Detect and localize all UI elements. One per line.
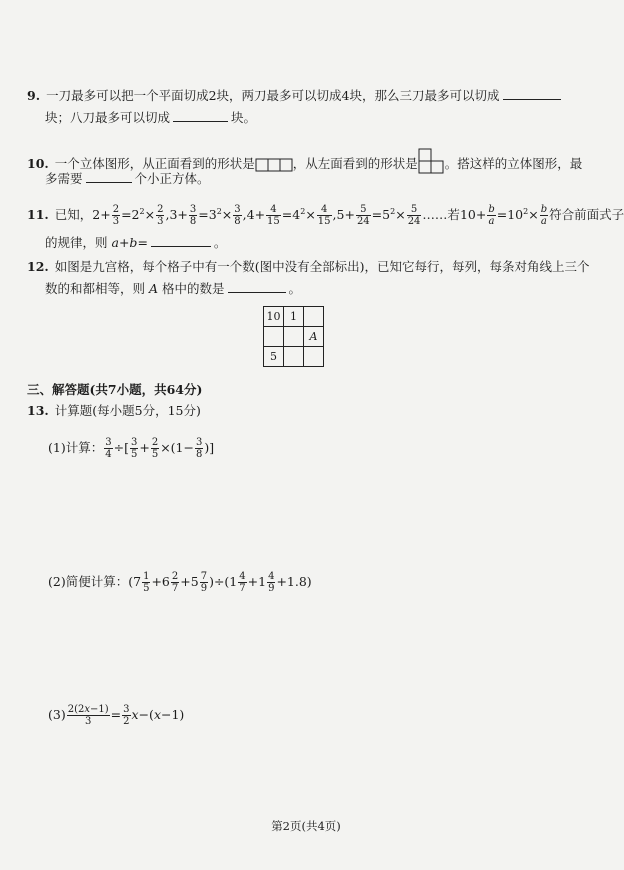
- question-text: 的规律，则: [45, 235, 108, 250]
- question-text: 块。: [231, 110, 257, 125]
- grid-cell: A: [304, 327, 324, 347]
- answer-blank[interactable]: [503, 87, 561, 100]
- fraction: $\frac{3}{8}$: [195, 437, 203, 460]
- nine-grid: [263, 306, 324, 367]
- front-view-figure: [255, 158, 293, 172]
- question-number: 12.: [27, 259, 49, 274]
- fraction: $\frac{5}{24}$: [356, 204, 370, 228]
- grid-cell: [304, 347, 324, 367]
- sub-question-3: (3) $\frac{2(2x-1)}{3}$ = $\frac{3}{2}$ x−(x−1): [48, 704, 185, 727]
- left-view-figure: [418, 148, 445, 174]
- grid-cell: [304, 307, 324, 327]
- fraction: $\frac{2}{3}$: [157, 204, 164, 228]
- grid-cell: 10: [264, 307, 284, 327]
- fraction: $\frac{b}{a}$: [488, 204, 495, 228]
- grid-cell: 5: [264, 347, 284, 367]
- fraction: $\frac{7}{9}$: [200, 571, 208, 594]
- expression: a+b: [111, 235, 138, 250]
- grid-row: [264, 347, 324, 367]
- section-heading: 三、解答题(共7小题，共64分): [27, 382, 203, 397]
- question-9: [27, 87, 561, 105]
- cell-label: A: [149, 281, 159, 296]
- question-text: ……若: [422, 207, 460, 223]
- question-text: 一个立体图形，从正面看到的形状是: [54, 156, 255, 171]
- grid-cell: [264, 327, 284, 347]
- question-9-line2: [45, 109, 256, 127]
- question-text: 一刀最多可以把一个平面切成2块，两刀最多可以切成4块，那么三刀最多可以切成: [46, 88, 500, 103]
- fraction: $\frac{2}{5}$: [151, 437, 159, 460]
- question-number: 13.: [27, 403, 49, 418]
- fraction: $\frac{2}{3}$: [112, 204, 120, 228]
- question-12-line2: [45, 280, 301, 298]
- question-13: [27, 402, 201, 420]
- question-text: 数的和都相等，则: [45, 281, 146, 296]
- sub-question-label: (2)简便计算：: [48, 574, 129, 589]
- question-text: 块；八刀最多可以切成: [45, 110, 171, 125]
- grid-cell: [284, 327, 304, 347]
- grid-row: [264, 327, 324, 347]
- fraction: $\frac{4}{7}$: [239, 571, 246, 594]
- grid-cell: 1: [284, 307, 304, 327]
- question-text: 如图是九宫格，每个格子中有一个数(图中没有全部标出)，已知它每行，每列，每条对角线上三个: [54, 259, 590, 274]
- question-text: 个小正方体。: [134, 171, 210, 186]
- question-12: [27, 258, 590, 276]
- question-text: 格中的数是: [162, 281, 225, 296]
- question-text: 计算题(每小题5分，15分): [54, 403, 201, 418]
- question-11: 11. 已知，2+ $\frac{2}{3}$ $=2^2\times$ $\frac{2}{3}$ ,3+ $\frac{3}{8}$ $=3^2\times$ $\frac{3}{8}$ ,4+ $\frac{4}{15}$ $=4^2\times$ $\frac{4}{15}$ ,5+ $\frac{5}{24}$ $=5^2\times$ $\frac{5}{24}$ ……若10+ $\frac{b}{a}$ $=10^2\times$ $\frac{b}{a}$ 符合前面式子: [27, 204, 624, 228]
- sub-question-1: (1)计算： $\frac{3}{4}$ ÷[ $\frac{3}{5}$ + $\frac{2}{5}$ ×(1− $\frac{3}{8}$ )]: [48, 437, 215, 460]
- question-text: 。: [288, 281, 302, 296]
- fraction: $\frac{3}{8}$: [234, 204, 241, 228]
- question-text: 多需要: [45, 171, 83, 186]
- question-text: 已知，: [54, 207, 93, 223]
- question-10-line2: [45, 170, 210, 188]
- page-footer: 第2页(共4页): [271, 819, 341, 833]
- fraction: $\frac{5}{24}$: [407, 204, 421, 228]
- fraction: $\frac{1}{5}$: [143, 571, 150, 594]
- question-11-line2: 的规律，则 a+b= 。: [45, 235, 227, 250]
- question-number: 11.: [27, 207, 49, 223]
- fraction: $\frac{3}{4}$: [105, 437, 112, 460]
- fraction: $\frac{4}{9}$: [268, 571, 275, 594]
- fraction: $\frac{2}{7}$: [171, 571, 179, 594]
- fraction: $\frac{4}{15}$: [317, 204, 331, 228]
- answer-blank[interactable]: [151, 234, 211, 247]
- sub-question-2: (2)简便计算：(7 $\frac{1}{5}$ +6 $\frac{2}{7}$ +5 $\frac{7}{9}$ )÷(1 $\frac{4}{7}$ +1 $\frac{4}{9}$ +1.8): [48, 571, 312, 594]
- sub-question-label: (1)计算：: [48, 440, 104, 455]
- sub-question-label: (3): [48, 707, 66, 722]
- question-number: 10.: [27, 156, 49, 171]
- question-text: ，从左面看到的形状是: [292, 156, 418, 171]
- question-text: =: [137, 235, 148, 250]
- question-number: 9.: [27, 88, 41, 103]
- answer-blank[interactable]: [173, 109, 228, 122]
- question-text: 符合前面式子: [549, 207, 624, 223]
- fraction: $\frac{2(2x-1)}{3}$: [67, 704, 109, 727]
- fraction: $\frac{3}{8}$: [189, 204, 197, 228]
- grid-row: [264, 307, 324, 327]
- fraction: $\frac{3}{5}$: [130, 437, 138, 460]
- fraction: $\frac{3}{2}$: [123, 704, 130, 727]
- answer-blank[interactable]: [228, 280, 286, 293]
- fraction: $\frac{4}{15}$: [267, 204, 280, 228]
- question-text: 。搭这样的立体图形，最: [444, 156, 583, 171]
- grid-cell: [284, 347, 304, 367]
- answer-blank[interactable]: [86, 170, 132, 183]
- fraction: $\frac{b}{a}$: [540, 204, 548, 228]
